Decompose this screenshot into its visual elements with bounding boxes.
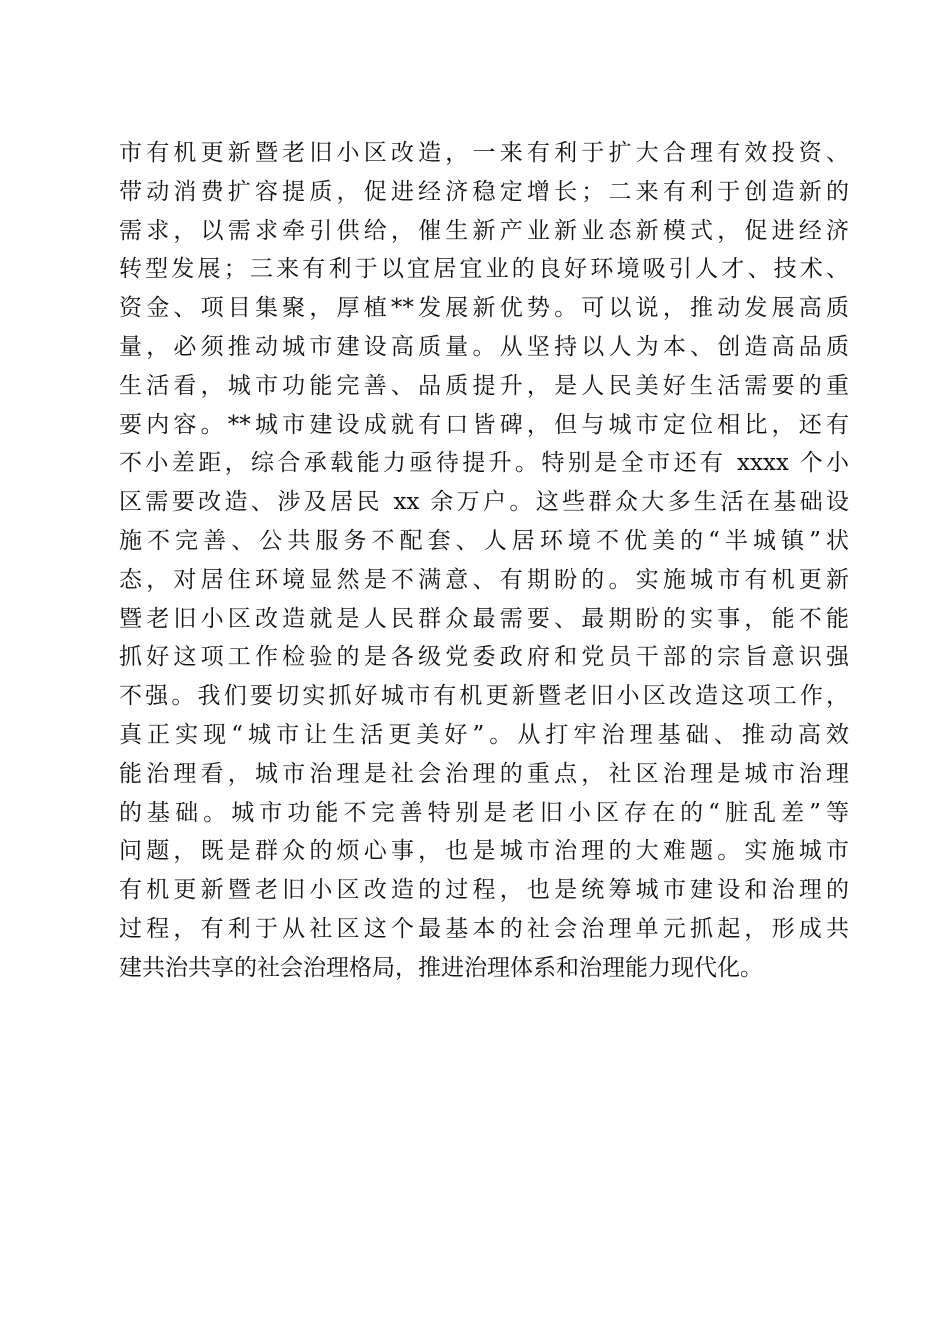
text-line-9: 不小差距，综合承载能力亟待提升。特别是全市还有 xxxx 个小 — [119, 450, 849, 477]
text-line-8: 要内容。**城市建设成就有口皆碑，但与城市定位相比，还有 — [119, 411, 849, 438]
text-line-22: 建共治共享的社会治理格局，推进治理体系和治理能力现代化。 — [119, 954, 763, 981]
text-line-4: 转型发展；三来有利于以宜居宜业的良好环境吸引人才、技术、 — [119, 256, 849, 283]
text-line-19: 问题，既是群众的烦心事，也是城市治理的大难题。实施城市 — [119, 838, 849, 865]
text-line-2: 带动消费扩容提质，促进经济稳定增长；二来有利于创造新的 — [119, 178, 849, 205]
text-line-18: 的基础。城市功能不完善特别是老旧小区存在的“脏乱差”等 — [119, 799, 849, 826]
text-line-12: 态，对居住环境显然是不满意、有期盼的。实施城市有机更新 — [119, 566, 849, 593]
text-line-5: 资金、项目集聚，厚植**发展新优势。可以说，推动发展高质 — [119, 295, 849, 322]
text-line-14: 抓好这项工作检验的是各级党委政府和党员干部的宗旨意识强 — [119, 644, 849, 671]
text-line-21: 过程，有利于从社区这个最基本的社会治理单元抓起，形成共 — [119, 915, 849, 942]
text-line-11: 施不完善、公共服务不配套、人居环境不优美的“半城镇”状 — [119, 527, 849, 554]
text-line-15: 不强。我们要切实抓好城市有机更新暨老旧小区改造这项工作， — [119, 683, 849, 710]
body-paragraph — [119, 134, 849, 988]
text-line-10: 区需要改造、涉及居民 xx 余万户。这些群众大多生活在基础设 — [119, 489, 849, 516]
text-line-1: 市有机更新暨老旧小区改造，一来有利于扩大合理有效投资、 — [119, 140, 849, 166]
text-line-16: 真正实现“城市让生活更美好”。从打牢治理基础、推动高效 — [119, 721, 849, 748]
text-line-13: 暨老旧小区改造就是人民群众最需要、最期盼的实事，能不能 — [119, 605, 849, 632]
text-line-20: 有机更新暨老旧小区改造的过程，也是统筹城市建设和治理的 — [119, 877, 849, 904]
text-line-6: 量，必须推动城市建设高质量。从坚持以人为本、创造高品质 — [119, 333, 849, 360]
text-line-3: 需求，以需求牵引供给，催生新产业新业态新模式，促进经济 — [119, 217, 849, 244]
text-line-17: 能治理看，城市治理是社会治理的重点，社区治理是城市治理 — [119, 760, 849, 787]
text-line-7: 生活看，城市功能完善、品质提升，是人民美好生活需要的重 — [119, 372, 849, 399]
